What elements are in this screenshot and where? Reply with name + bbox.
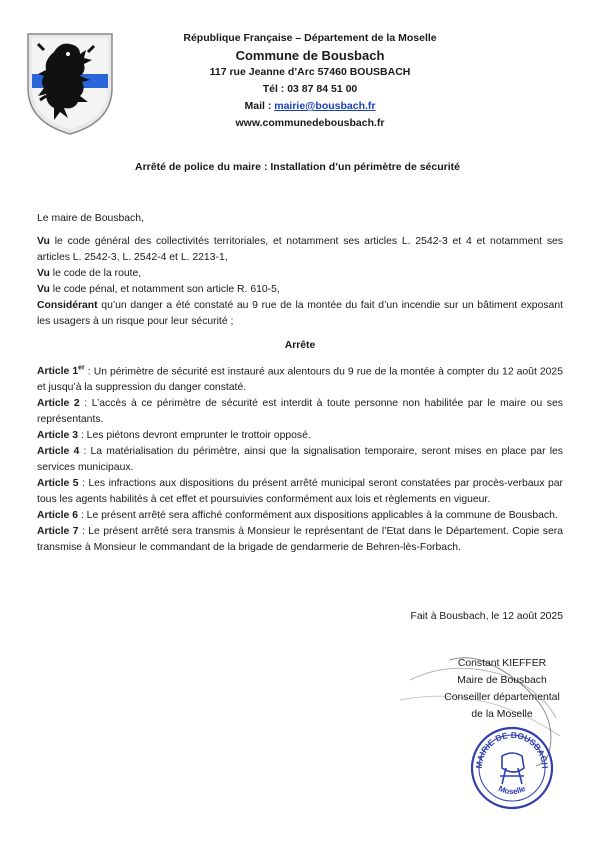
vu-text: le code de la route, — [49, 268, 142, 279]
article-1 — [37, 361, 563, 396]
address: 117 rue Jeanne d’Arc 57460 BOUSBACH — [209, 66, 411, 78]
signatory-role: de la Moselle — [471, 709, 533, 720]
article-5 — [37, 476, 563, 508]
article-label: Article 1er — [37, 365, 85, 378]
article-4 — [37, 444, 563, 476]
article-text: : Le présent arrêté sera affiché conformément aux dispositions applicables à la commune de Bousbach. — [78, 510, 558, 522]
phone: Tél : 03 87 84 51 00 — [262, 83, 358, 95]
mail-link[interactable]: mairie@bousbach.fr — [274, 100, 376, 112]
consideration-vu-1 — [37, 234, 563, 266]
vu-text: le code général des collectivités territoriales, et notamment ses articles L. 2542-3 et 4 et notamment ses articles L. 2542-3, L. 2542-4 et L. 2213-1, — [37, 236, 563, 263]
coat-of-arms-icon — [24, 30, 116, 136]
municipal-seal-icon — [470, 726, 554, 810]
consideration-vu-2 — [37, 266, 563, 282]
svg-text:MAIRIE DE BOUSBACH: MAIRIE DE BOUSBACH — [473, 729, 551, 769]
svg-text:Moselle: Moselle — [497, 783, 527, 797]
article-label: Article 7 — [37, 526, 79, 538]
website-link[interactable]: www.communedebousbach.fr — [235, 117, 385, 129]
article-label: Article 4 — [37, 446, 80, 458]
article-text: : La matérialisation du périmètre, ainsi que la signalisation temporaire, seront mises en place par les services municipaux. — [37, 446, 563, 474]
republic-line: République Française – Département de la Moselle — [183, 32, 437, 44]
letterhead — [160, 30, 460, 132]
article-6 — [37, 508, 563, 524]
signoff-place-date: Fait à Bousbach, le 12 août 2025 — [410, 611, 563, 622]
consideration-vu-3 — [37, 282, 563, 298]
consideration-considerant — [37, 298, 563, 330]
considerant-text: qu’un danger a été constaté au 9 rue de la montée du fait d’un incendie sur un bâtiment exposant les usagers à un risque pour leur sécurité ; — [37, 300, 563, 327]
vu-label: Vu — [37, 236, 50, 247]
article-text: : Les piétons devront emprunter le trottoir opposé. — [78, 430, 311, 442]
vu-label: Vu — [37, 268, 50, 279]
article-text: : Le présent arrêté sera transmis à Monsieur le représentant de l’Etat dans le Département. Copie sera transmise à Monsieur le commandant de la brigade de gendarmerie de Behren-lès-Forbach. — [37, 526, 563, 554]
article-text: : Un périmètre de sécurité est instauré aux alentours du 9 rue de la montée à compter du 12 août 2025 et jusqu’à la suppression du danger constaté. — [37, 366, 563, 394]
mail-line — [160, 98, 460, 115]
mail-label: Mail : — [244, 100, 275, 112]
signatory-name: Constant KIEFFER — [457, 658, 547, 669]
article-label: Article 6 — [37, 510, 79, 522]
article-label: Article 3 — [37, 430, 79, 442]
article-label: Article 5 — [37, 478, 79, 490]
article-label: Article 2 — [37, 398, 80, 410]
article-7 — [37, 524, 563, 556]
vu-text: le code pénal, et notamment son article R. 610-5, — [49, 284, 280, 295]
greeting: Le maire de Bousbach, — [37, 213, 144, 224]
signatory-role: Conseiller départemental — [444, 692, 560, 703]
article-text: : Les infractions aux dispositions du présent arrêté municipal seront constatées par procès-verbaux par tous les agents habilités à cet effet et poursuivies conformément aux lois et règlements en vigueur. — [37, 478, 563, 506]
article-3 — [37, 428, 563, 444]
signatory-role: Maire de Bousbach — [457, 675, 547, 686]
document-body — [37, 211, 563, 556]
document-title: Arrêté de police du maire : Installation d’un périmètre de sécurité — [134, 161, 460, 173]
signature-block — [432, 655, 572, 723]
arrete-heading: Arrête — [284, 340, 316, 351]
article-text: : L’accès à ce périmètre de sécurité est interdit à toute personne non habilitée par le maire ou ses représentants. — [37, 398, 563, 426]
commune-name: Commune de Bousbach — [235, 48, 385, 63]
vu-label: Vu — [37, 284, 50, 295]
considerant-label: Considérant — [37, 300, 98, 311]
article-2 — [37, 396, 563, 428]
